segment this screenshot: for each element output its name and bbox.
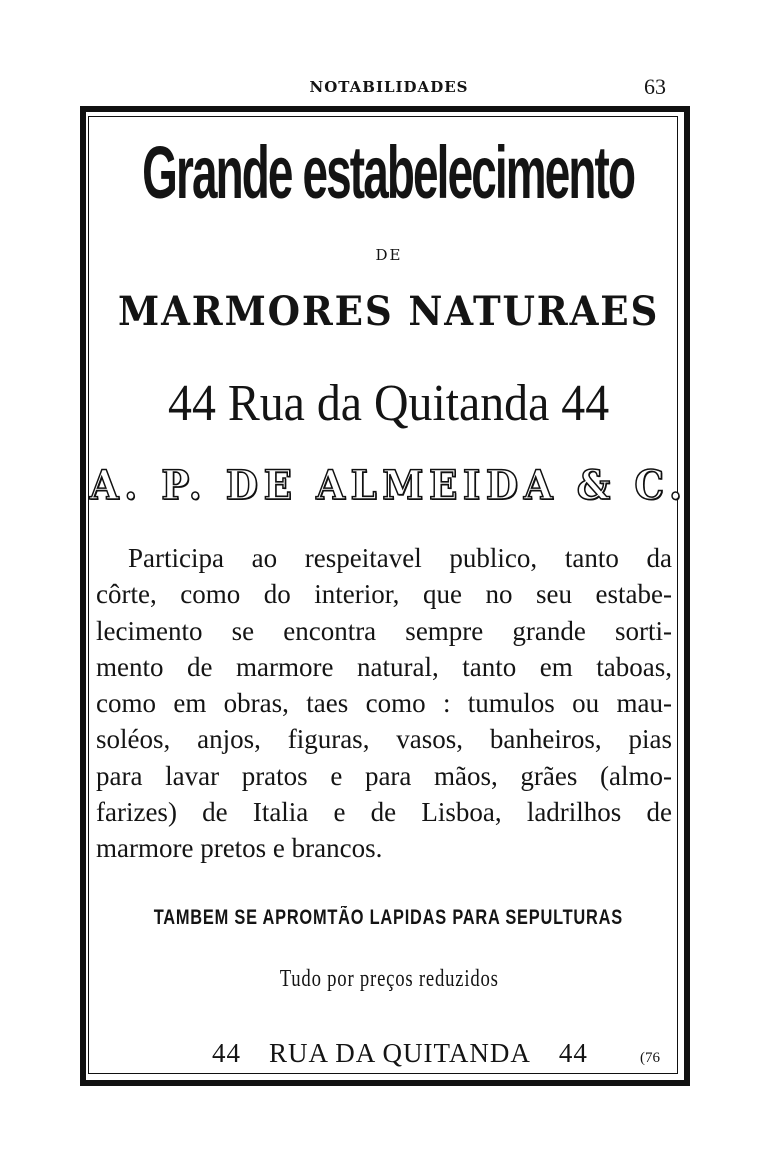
notice-line: TAMBEM SE APROMTÃO LAPIDAS PARA SEPULTURAS (153, 906, 623, 929)
ad-reference-number: (76 (640, 1050, 660, 1066)
body-line: marmore pretos e brancos. (96, 833, 383, 864)
body-line: farizes) de Italia e de Lisboa, ladrilhos de (96, 797, 672, 828)
advertisement-title: Grande estabelecimento (142, 131, 635, 214)
body-line: côrte, como do interior, que no seu estabe- (96, 579, 672, 610)
footer-address (212, 1038, 592, 1069)
address-heading: 44 Rua da Quitanda 44 (168, 375, 610, 432)
advertisement-body (96, 540, 672, 867)
body-line: soléos, anjos, figuras, vasos, banheiros, pias (96, 724, 672, 755)
body-line: Participa ao respeitavel publico, tanto da (128, 543, 672, 573)
advertisement-connector: DE (375, 246, 403, 264)
running-head (0, 74, 778, 102)
body-line: como em obras, taes como : tumulos ou mau- (96, 688, 672, 719)
body-line: lecimento se encontra sempre grande sorti- (96, 615, 672, 646)
advertisement-subtitle: MARMORES NATURAES (118, 288, 660, 335)
page-number: 63 (644, 74, 666, 99)
footer-street: RUA DA QUITANDA (269, 1038, 531, 1068)
prices-line: Tudo por preços reduzidos (279, 966, 499, 992)
footer-number-left: 44 (212, 1038, 241, 1068)
firm-name: A. P. DE ALMEIDA & C. (89, 462, 688, 509)
section-title: NOTABILIDADES (309, 78, 469, 96)
footer-number-right: 44 (558, 1038, 588, 1068)
body-line: para lavar pratos e para mãos, grães (almo- (96, 760, 672, 791)
body-line: mento de marmore natural, tanto em taboas, (96, 651, 672, 682)
